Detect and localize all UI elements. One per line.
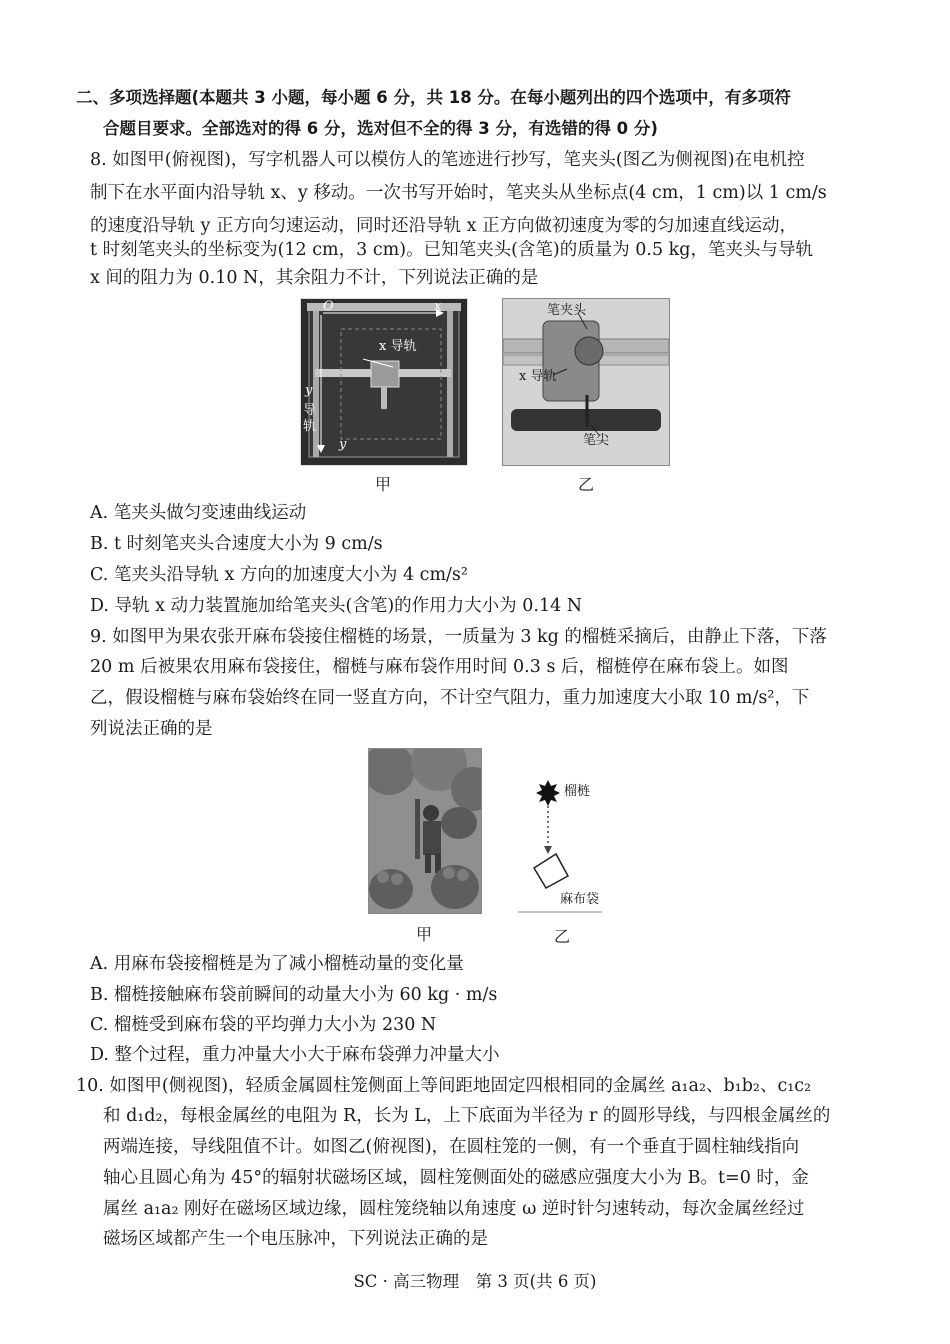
q8-option-b: B. t 时刻笔夹头合速度大小为 9 cm/s [90, 534, 383, 554]
q9-figure-b-caption: 乙 [554, 927, 571, 946]
q10-stem-line-1: 10. 如图甲(侧视图)，轻质金属圆柱笼侧面上等间距地固定四根相同的金属丝 a₁a₂、b₁b₂、c₁c₂ [76, 1076, 812, 1096]
y-rail-label-1: y [305, 383, 313, 398]
section-heading-line-1: 二、多项选择题(本题共 3 小题，每小题 6 分，共 18 分。在每小题列出的四个选项中，有多项符 [76, 88, 791, 107]
page-footer: SC · 高三物理 第 3 页(共 6 页) [353, 1272, 597, 1291]
section-heading-line-2: 合题目要求。全部选对的得 6 分，选对但不全的得 3 分，有选错的得 0 分) [103, 119, 658, 138]
q10-stem-line-6: 磁场区域都产生一个电压脉冲，下列说法正确的是 [103, 1229, 488, 1249]
q8-stem-line-3: 的速度沿导轨 y 正方向匀速运动，同时还沿导轨 x 正方向做初速度为零的匀加速直线运动， [90, 216, 798, 236]
bag-icon [534, 854, 568, 888]
q10-stem-line-2: 和 d₁d₂，每根金属丝的电阻为 R，长为 L，上下底面为半径为 r 的圆形导线，与四根金属丝的 [103, 1106, 831, 1126]
q9-option-c: C. 榴梿受到麻布袋的平均弹力大小为 230 N [90, 1015, 437, 1035]
origin-label: O [323, 299, 334, 314]
q9-stem-line-3: 乙，假设榴梿与麻布袋始终在同一竖直方向，不计空气阻力，重力加速度大小取 10 m/s²，下 [90, 688, 810, 708]
q9-figure-diagram [518, 776, 604, 914]
q10-stem-line-4: 轴心且圆心角为 45°的辐射状磁场区域，圆柱笼侧面处的磁感应强度大小为 B。t=0 时，金 [103, 1168, 809, 1188]
tip-label: 笔尖 [583, 433, 610, 448]
q8-option-c: C. 笔夹头沿导轨 x 方向的加速度大小为 4 cm/s² [90, 565, 468, 585]
writing-robot-top-view-drawing [301, 299, 467, 465]
q9-stem-line-1: 9. 如图甲为果农张开麻布袋接住榴梿的场景，一质量为 3 kg 的榴梿采摘后，由静止下落，下落 [90, 627, 827, 647]
farmer-catching-durian-photo [369, 749, 481, 913]
durian-label: 榴梿 [564, 784, 591, 799]
q9-figure-photo [368, 748, 482, 914]
q8-figure-b-caption: 乙 [578, 475, 595, 494]
y-rail-label-2: 导 [303, 403, 317, 418]
y-rail-label-3: 轨 [303, 419, 317, 434]
q8-figure-side-view [502, 298, 670, 466]
x-rail-label: x 导轨 [379, 339, 417, 354]
q8-figure-top-view [300, 298, 468, 466]
y-axis-label: y [339, 437, 347, 452]
bag-label: 麻布袋 [560, 892, 600, 907]
q8-option-d: D. 导轨 x 动力装置施加给笔夹头(含笔)的作用力大小为 0.14 N [90, 596, 583, 616]
q9-stem-line-2: 20 m 后被果农用麻布袋接住，榴梿与麻布袋作用时间 0.3 s 后，榴梿停在麻布袋上。如图 [90, 657, 789, 677]
q8-option-a: A. 笔夹头做匀变速曲线运动 [90, 503, 307, 523]
rail-label: x 导轨 [519, 369, 557, 384]
q10-stem-line-3: 两端连接，导线阻值不计。如图乙(俯视图)，在圆柱笼的一侧，有一个垂直于圆柱轴线指向 [103, 1137, 800, 1157]
q9-figure-a-caption: 甲 [416, 925, 433, 944]
q9-stem-line-4: 列说法正确的是 [90, 719, 213, 739]
q9-option-d: D. 整个过程，重力冲量大小大于麻布袋弹力冲量大小 [90, 1045, 500, 1065]
q9-option-a: A. 用麻布袋接榴梿是为了减小榴梿动量的变化量 [90, 954, 464, 974]
q10-stem-line-5: 属丝 a₁a₂ 刚好在磁场区域边缘，圆柱笼绕轴以角速度 ω 逆时针匀速转动，每次金属丝经过 [103, 1199, 805, 1219]
q8-stem-line-1: 8. 如图甲(俯视图)，写字机器人可以模仿人的笔迹进行抄写，笔夹头(图乙为侧视图)在电机控 [90, 150, 805, 170]
clamp-label: 笔夹头 [547, 303, 587, 318]
q9-option-b: B. 榴梿接触麻布袋前瞬间的动量大小为 60 kg · m/s [90, 985, 498, 1005]
q8-figure-a-caption: 甲 [375, 475, 392, 494]
x-axis-label: x [434, 299, 442, 314]
q8-stem-line-5: x 间的阻力为 0.10 N，其余阻力不计，下列说法正确的是 [90, 268, 539, 288]
q8-stem-line-4: t 时刻笔夹头的坐标变为(12 cm，3 cm)。已知笔夹头(含笔)的质量为 0.5 kg，笔夹头与导轨 [90, 240, 813, 260]
durian-icon [536, 780, 560, 806]
q8-stem-line-2: 制下在水平面内沿导轨 x、y 移动。一次书写开始时，笔夹头从坐标点(4 cm，1 cm)以 1 cm/s [90, 183, 827, 203]
